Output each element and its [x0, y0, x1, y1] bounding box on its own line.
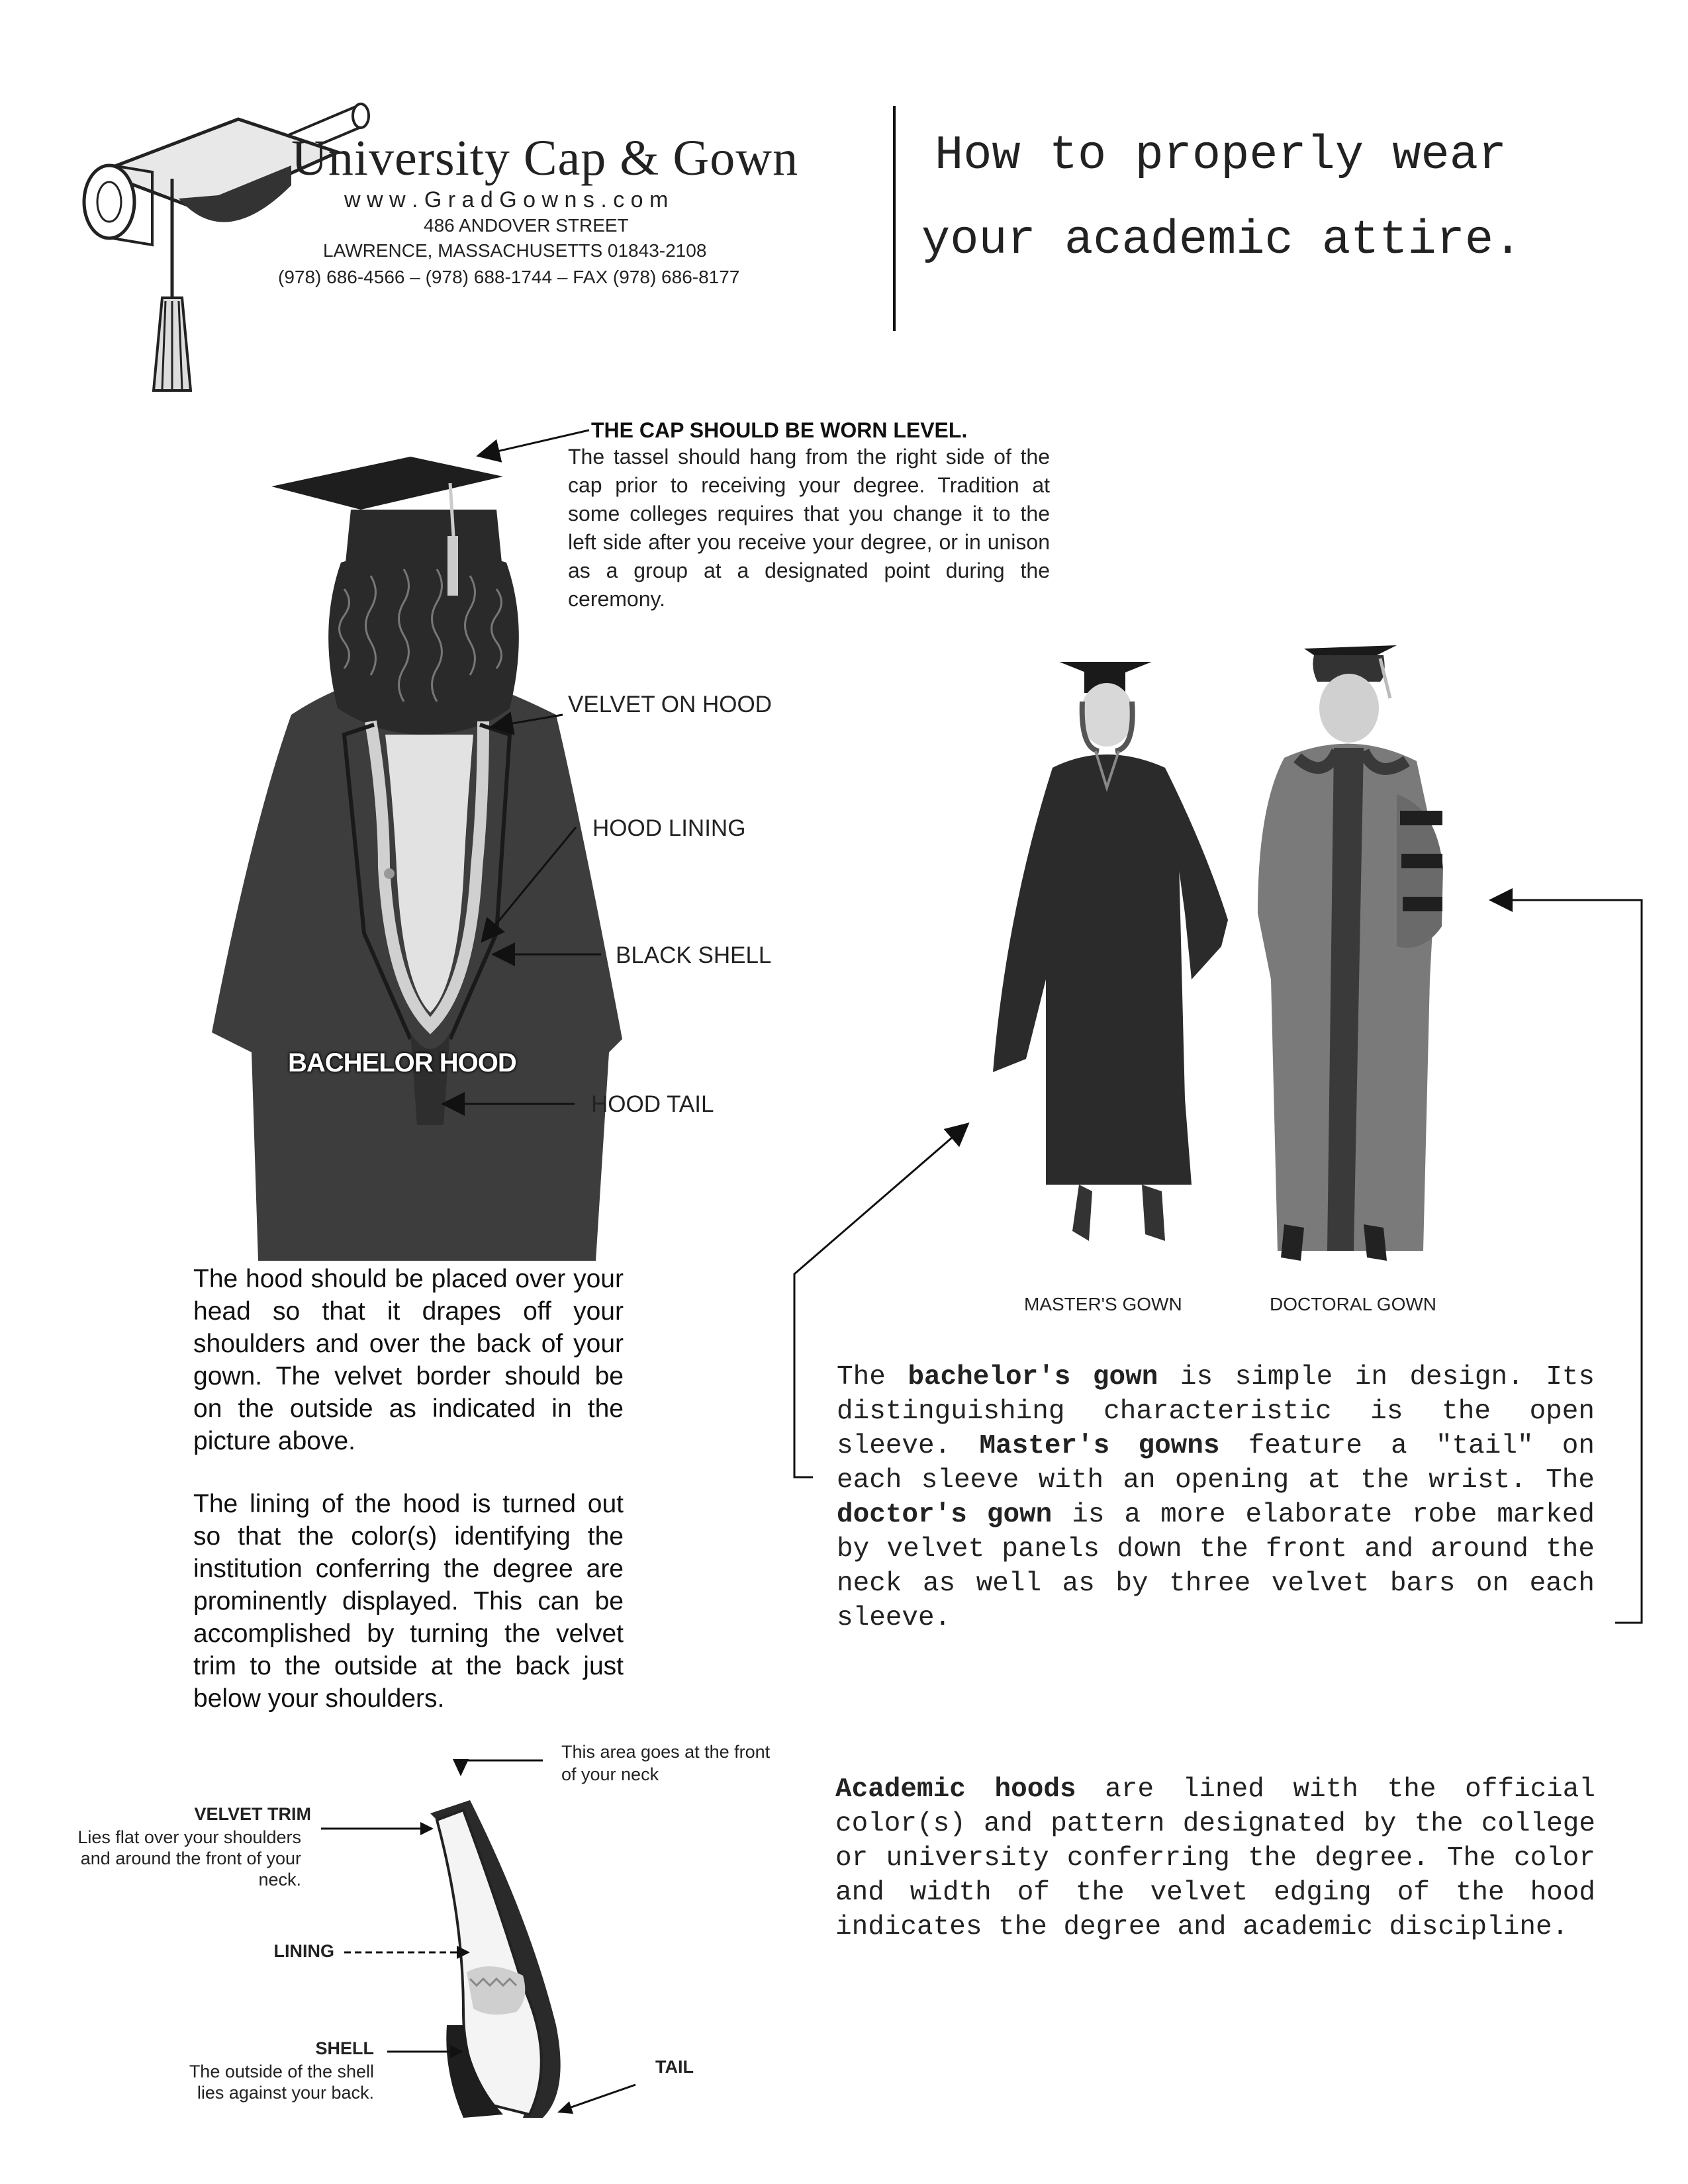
gown-desc-part-4: is a more elaborate robe marked by velvet panels down the front and around the neck as well as by three velvet bars on each sleeve. — [837, 1500, 1595, 1633]
page-title-line-2: your academic attire. — [921, 213, 1523, 267]
masters-gowns-term: Master's gowns — [979, 1431, 1220, 1461]
hood-instructions-p2: The lining of the hood is turned out so that the color(s) identifying the institution conferring the degree are prominently displayed. This can be accomplished by turning the velvet trim to the outside at the back just below your shoulders. — [193, 1490, 624, 1713]
city-address: LAWRENCE, MASSACHUSETTS 01843-2108 — [323, 240, 707, 261]
hood-lining-label: HOOD LINING — [592, 815, 746, 841]
street-address: 486 ANDOVER STREET — [424, 215, 629, 236]
academic-hoods-term: Academic hoods — [835, 1774, 1076, 1805]
bachelors-gown-term: bachelor's gown — [908, 1362, 1158, 1392]
academic-hoods-body: are lined with the official color(s) and pattern designated by the college or university conferring the degree. The color and width of the velvet edging of the hood indicates the degree and academic discipline. — [835, 1774, 1595, 1942]
neck-note: This area goes at the front of your neck — [561, 1742, 771, 1784]
gown-desc-part-2: is simple in design. Its distinguishing characteristic is the open sleeve. — [837, 1362, 1595, 1461]
shell-desc: The outside of the shell lies against your back. — [189, 2062, 374, 2103]
phone-numbers: (978) 686-4566 – (978) 688-1744 – FAX (978) 686-8177 — [278, 267, 740, 287]
academic-hoods-description — [835, 1772, 1595, 1944]
velvet-trim-desc: Lies flat over your shoulders and around the front of your neck. — [77, 1827, 301, 1889]
hood-instructions-p1: The hood should be placed over your head so that it drapes off your shoulders and over the back of your gown. The velvet border should be on the outside as indicated in the picture above. — [193, 1265, 624, 1455]
gown-description — [837, 1360, 1595, 1635]
velvet-on-hood-label: VELVET ON HOOD — [568, 692, 772, 717]
company-name: University Cap & Gown — [291, 130, 799, 186]
shell-title: SHELL — [315, 2038, 374, 2058]
doctoral-gown-caption: DOCTORAL GOWN — [1270, 1294, 1437, 1314]
website: w w w . G r a d G o w n s . c o m — [344, 187, 669, 212]
bachelor-hood-overlay-label: BACHELOR HOOD — [288, 1048, 516, 1077]
hood-tail-label: HOOD TAIL — [591, 1091, 714, 1117]
lining-title: LINING — [273, 1941, 334, 1961]
masters-gown-caption: MASTER'S GOWN — [1024, 1294, 1182, 1314]
tail-title: TAIL — [655, 2057, 694, 2077]
cap-note-body: The tassel should hang from the right side of the cap prior to receiving your degree. Tradition at some colleges requires that you change it to the left side after you receive your degree, or in unison as a group at a designated point during the ceremony. — [568, 445, 1050, 611]
gown-desc-part-3: feature a "tail" on each sleeve with an opening at the wrist. The — [837, 1431, 1595, 1496]
doctors-gown-term: doctor's gown — [837, 1500, 1053, 1530]
cap-note-heading: THE CAP SHOULD BE WORN LEVEL. — [591, 418, 968, 442]
hood-diagram — [66, 1742, 771, 2118]
black-shell-label: BLACK SHELL — [616, 942, 772, 968]
page-title-line-1: How to properly wear — [935, 128, 1507, 183]
gown-desc-part-1: The — [837, 1362, 908, 1392]
velvet-trim-title: VELVET TRIM — [194, 1804, 311, 1824]
